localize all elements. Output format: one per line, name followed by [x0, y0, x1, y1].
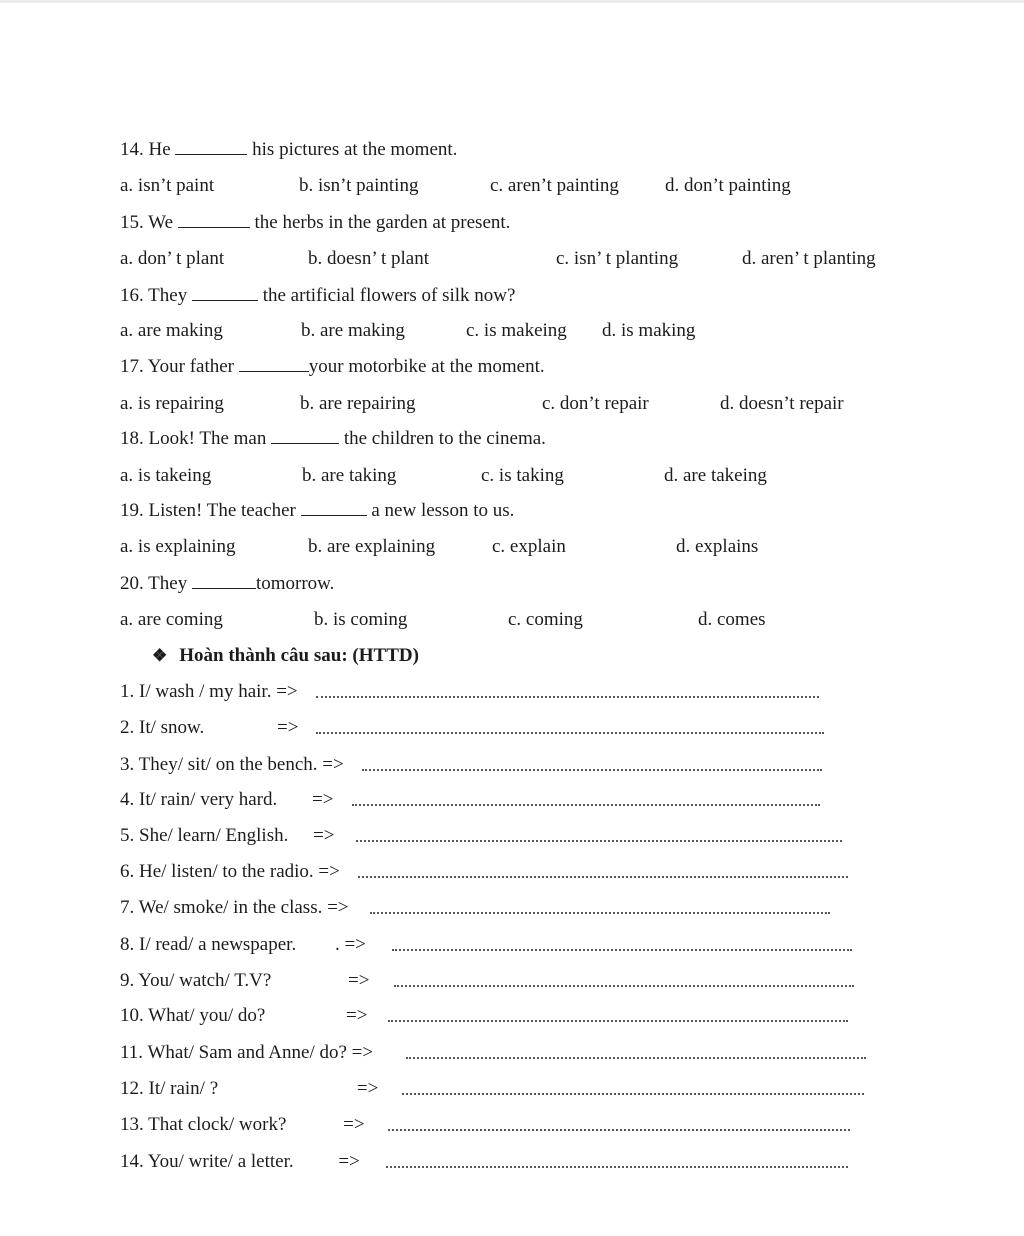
- question-text-after: your motorbike at the moment.: [308, 356, 545, 377]
- exercise-prompt: 6. He/ listen/ to the radio.: [120, 861, 314, 882]
- question-text-after: tomorrow.: [255, 573, 335, 594]
- question-number: 16.: [120, 285, 144, 306]
- exercise-7: [120, 896, 349, 920]
- exercise-1: [120, 680, 298, 704]
- answer-line[interactable]: [406, 1055, 866, 1059]
- exercise-arrow: =>: [338, 1151, 360, 1172]
- exercise-arrow: =>: [322, 754, 344, 775]
- question-text-before: Listen! The teacher: [148, 500, 296, 521]
- option-a[interactable]: a. don’ t plant: [120, 248, 225, 269]
- question-text-before: He: [148, 139, 171, 160]
- option-c[interactable]: c. don’t repair: [542, 393, 649, 414]
- option-d[interactable]: d. are takeing: [664, 465, 767, 486]
- option-d[interactable]: d. comes: [698, 609, 766, 630]
- option-d[interactable]: d. aren’ t planting: [742, 248, 876, 269]
- question-number: 14.: [120, 139, 144, 160]
- exercise-8: [120, 933, 366, 957]
- option-d[interactable]: d. doesn’t repair: [720, 393, 844, 414]
- answer-line[interactable]: [392, 947, 852, 951]
- question-number: 20.: [120, 573, 144, 594]
- answer-line[interactable]: [352, 802, 820, 806]
- question-number: 17.: [120, 356, 144, 377]
- exercise-prompt: 9. You/ watch/ T.V?: [120, 970, 272, 991]
- exercise-9: [120, 969, 369, 993]
- option-c[interactable]: c. coming: [508, 609, 583, 630]
- exercise-arrow: =>: [327, 897, 349, 918]
- answer-line[interactable]: [388, 1127, 850, 1131]
- question-text-before: Look! The man: [148, 428, 267, 449]
- exercise-arrow: =>: [311, 789, 334, 810]
- answer-line[interactable]: [356, 838, 842, 842]
- exercise-arrow: =>: [348, 970, 370, 991]
- option-b[interactable]: b. are explaining: [308, 536, 436, 557]
- exercise-arrow: =>: [277, 717, 299, 738]
- answer-blank[interactable]: [301, 500, 367, 516]
- exercise-prompt: 3. They/ sit/ on the bench.: [120, 754, 318, 775]
- option-b[interactable]: b. are taking: [302, 465, 397, 486]
- exercise-3: [120, 753, 344, 777]
- section-title: Hoàn thành câu sau: (HTTD): [179, 645, 419, 666]
- answer-line[interactable]: [370, 910, 830, 914]
- exercise-10: [120, 1004, 367, 1028]
- section-heading: [152, 644, 419, 668]
- answer-blank[interactable]: [178, 212, 250, 228]
- exercise-prompt: 8. I/ read/ a newspaper.: [120, 934, 297, 955]
- answer-line[interactable]: [394, 983, 854, 987]
- exercise-arrow: =>: [276, 681, 298, 702]
- answer-line[interactable]: [386, 1164, 848, 1168]
- question-text-after: the herbs in the garden at present.: [254, 212, 511, 233]
- option-d[interactable]: d. don’t painting: [665, 175, 791, 196]
- option-b[interactable]: b. doesn’ t plant: [308, 248, 430, 269]
- question-text-before: They: [148, 573, 188, 594]
- question-16: [120, 284, 515, 308]
- exercise-arrow: =>: [318, 861, 340, 882]
- question-18: [120, 427, 546, 451]
- option-a[interactable]: a. are coming: [120, 609, 223, 630]
- exercise-13: [120, 1113, 365, 1137]
- top-edge: [0, 0, 1024, 3]
- exercise-arrow: =>: [351, 1042, 374, 1063]
- question-20: [120, 572, 334, 596]
- exercise-arrow: =>: [343, 1114, 365, 1135]
- option-b[interactable]: b. isn’t painting: [299, 175, 419, 196]
- exercise-prompt: 14. You/ write/ a letter.: [120, 1151, 294, 1172]
- option-a[interactable]: a. is takeing: [120, 465, 212, 486]
- exercise-prompt: 12. It/ rain/ ?: [120, 1078, 219, 1099]
- question-17: [120, 355, 545, 379]
- option-b[interactable]: b. are repairing: [300, 393, 416, 414]
- question-text-before: They: [148, 285, 188, 306]
- answer-blank[interactable]: [175, 139, 247, 155]
- exercise-prompt: 2. It/ snow.: [120, 717, 205, 738]
- exercise-prompt: 1. I/ wash / my hair.: [120, 681, 272, 702]
- exercise-prompt: 13. That clock/ work?: [120, 1114, 287, 1135]
- diamond-bullet-icon: ❖: [152, 646, 168, 665]
- question-text-before: Your father: [147, 356, 234, 377]
- option-d[interactable]: d. is making: [602, 320, 696, 341]
- option-a[interactable]: a. are making: [120, 320, 223, 341]
- option-c[interactable]: c. is makeing: [466, 320, 567, 341]
- exercise-14: [120, 1150, 360, 1174]
- exercise-2: [120, 716, 298, 740]
- option-c[interactable]: c. aren’t painting: [490, 175, 619, 196]
- option-a[interactable]: a. is repairing: [120, 393, 224, 414]
- exercise-prompt: 11. What/ Sam and Anne/ do?: [120, 1042, 347, 1063]
- option-a[interactable]: a. is explaining: [120, 536, 236, 557]
- answer-blank[interactable]: [239, 356, 309, 372]
- option-d[interactable]: d. explains: [676, 536, 759, 557]
- exercise-arrow: . =>: [334, 934, 366, 955]
- exercise-arrow: =>: [346, 1005, 368, 1026]
- exercise-11: [120, 1041, 373, 1065]
- exercise-prompt: 4. It/ rain/ very hard.: [120, 789, 278, 810]
- option-b[interactable]: b. is coming: [314, 609, 408, 630]
- question-19: [120, 499, 514, 523]
- option-c[interactable]: c. explain: [492, 536, 566, 557]
- exercise-12: [120, 1077, 378, 1101]
- exercise-prompt: 7. We/ smoke/ in the class.: [120, 897, 323, 918]
- answer-blank[interactable]: [192, 573, 256, 589]
- question-text-before: We: [148, 212, 174, 233]
- question-14: [120, 138, 457, 162]
- option-c[interactable]: c. is taking: [481, 465, 564, 486]
- exercise-6: [120, 860, 340, 884]
- exercise-prompt: 5. She/ learn/ English.: [120, 825, 289, 846]
- exercise-4: [120, 788, 333, 812]
- option-c[interactable]: c. isn’ t planting: [556, 248, 679, 269]
- answer-blank[interactable]: [271, 428, 339, 444]
- answer-line[interactable]: [358, 874, 848, 878]
- answer-line[interactable]: [402, 1091, 864, 1095]
- question-number: 15.: [120, 212, 144, 233]
- question-number: 18.: [120, 428, 144, 449]
- question-text-after: a new lesson to us.: [371, 500, 515, 521]
- question-text-after: the artificial flowers of silk now?: [262, 285, 516, 306]
- answer-blank[interactable]: [192, 285, 258, 301]
- question-number: 19.: [120, 500, 144, 521]
- answer-line[interactable]: [316, 730, 824, 734]
- answer-line[interactable]: [316, 694, 819, 698]
- exercise-arrow: =>: [313, 825, 335, 846]
- answer-line[interactable]: [362, 767, 822, 771]
- exercise-arrow: =>: [356, 1078, 379, 1099]
- option-a[interactable]: a. isn’t paint: [120, 175, 215, 196]
- exercise-5: [120, 824, 335, 848]
- question-text-after: his pictures at the moment.: [252, 139, 458, 160]
- answer-line[interactable]: [388, 1018, 848, 1022]
- exercise-prompt: 10. What/ you/ do?: [120, 1005, 266, 1026]
- question-15: [120, 211, 510, 235]
- option-b[interactable]: b. are making: [301, 320, 405, 341]
- question-text-after: the children to the cinema.: [343, 428, 546, 449]
